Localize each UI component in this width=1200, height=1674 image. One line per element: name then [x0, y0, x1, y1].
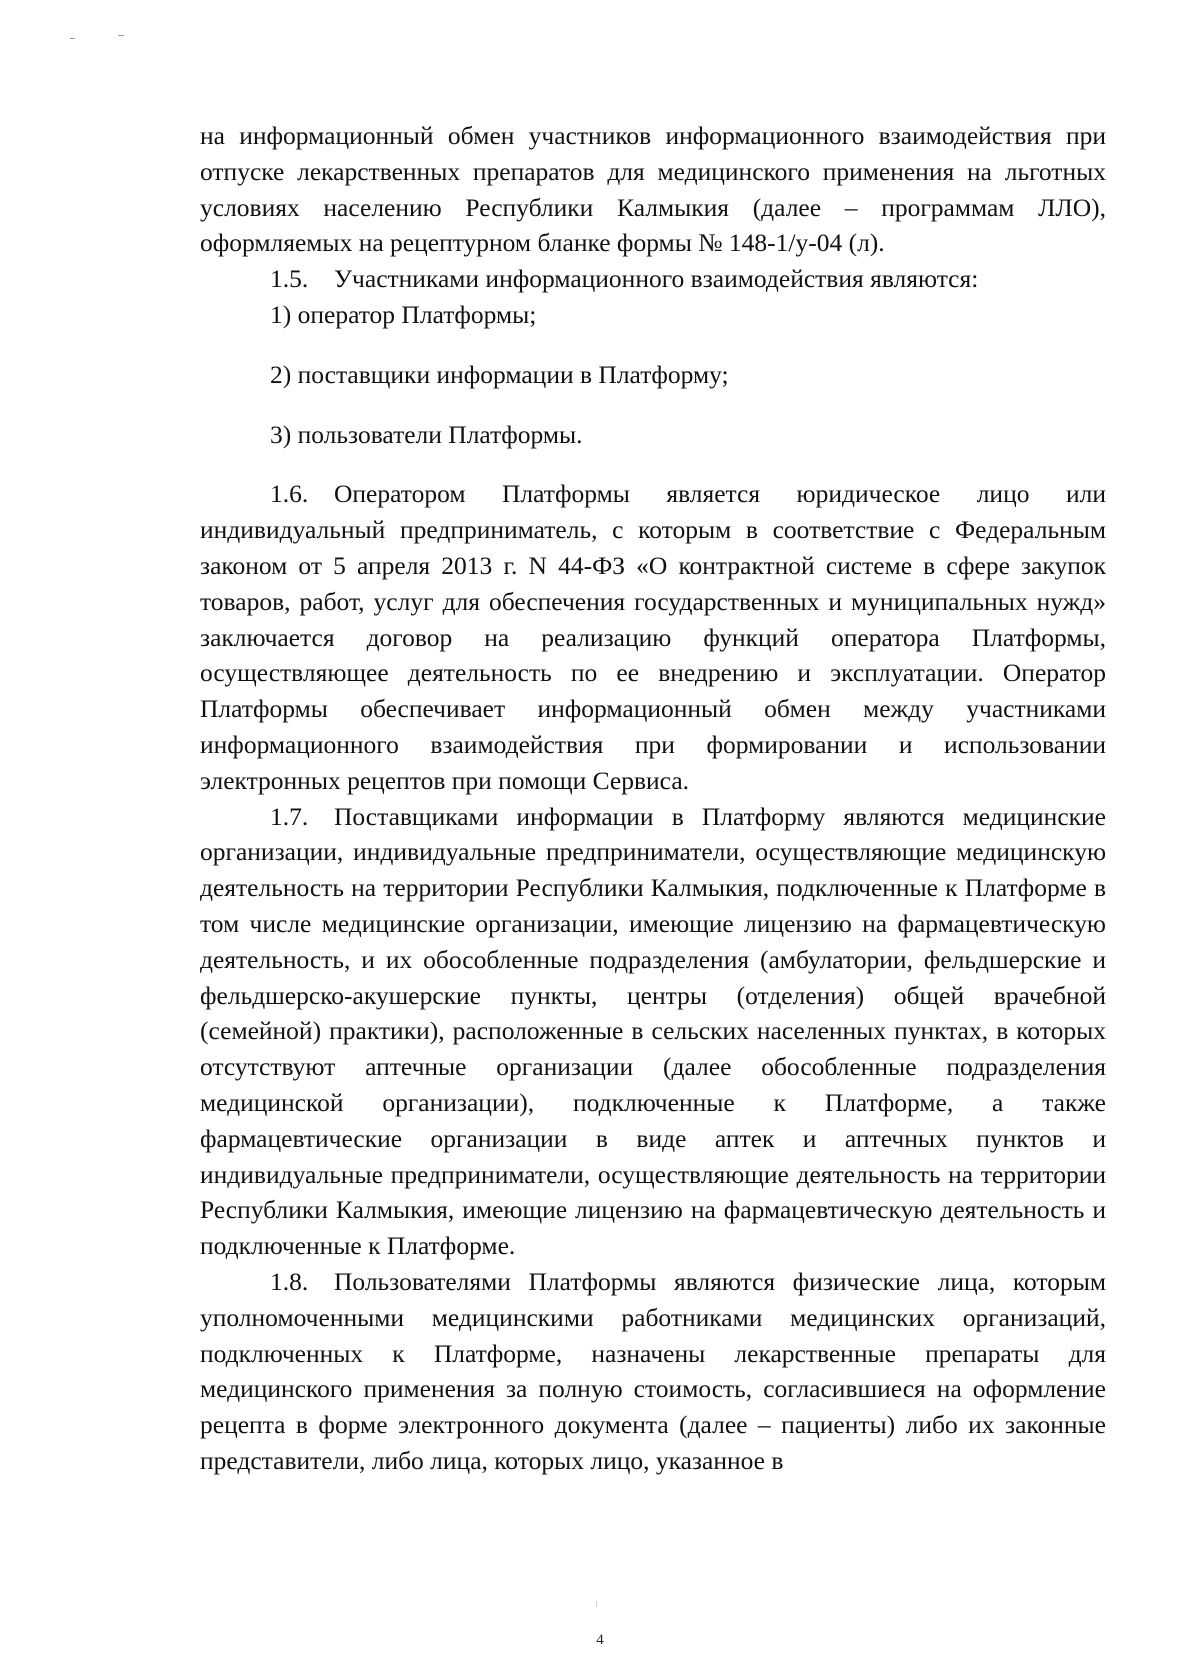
paragraph-number: 1.7. [270, 801, 309, 831]
paragraph-1-8 [200, 1264, 1106, 1479]
page-number: 4 [596, 1632, 604, 1648]
document-body [200, 118, 1106, 1479]
paragraph-number: 1.8. [270, 1266, 309, 1296]
paragraph-text: Участниками информационного взаимодействия являются: [334, 264, 979, 294]
paragraph-number: 1.6. [270, 479, 309, 509]
paragraph-intro: на информационный обмен участников информационного взаимодействия при отпуске лекарственных препаратов для медицинского применения на льготных условиях населению Республики Калмыкия (далее – программам ЛЛО), оформляемых на рецептурном бланке формы № 148-1/у-04 (л). [200, 121, 1106, 258]
paragraph-1-7 [200, 799, 1106, 1264]
paragraph-1-6 [200, 476, 1106, 798]
paragraph-text: Поставщиками информации в Платформу являются медицинские организации, индивидуальные предприниматели, осуществляющие медицинскую деятельность на территории Республики Калмыкия, подключенные к Платформе в том числе медицинские организации, имеющие лицензию на фармацевтическую деятельность, и их обособленные подразделения (амбулатории, фельдшерские и фельдшерско-акушерские пункты, центры (отделения) общей врачебной (семейной) практики), расположенные в сельских населенных пунктах, в которых отсутствуют аптечные организации (далее обособленные подразделения медицинской организации), подключенные к Платформе, а также фармацевтические организации в виде аптек и аптечных пунктов и индивидуальные предприниматели, осуществляющие деятельность на территории Республики Калмыкия, имеющие лицензию на фармацевтическую деятельность и подключенные к Платформе. [200, 801, 1106, 1261]
paragraph-number: 1.5. [270, 264, 309, 294]
paragraph-1-5 [200, 261, 1106, 297]
list-item: 2) поставщики информации в Платформу; [270, 359, 729, 389]
scan-artifact-dot [596, 1601, 597, 1607]
list-item: 3) пользователи Платформы. [270, 419, 583, 449]
paragraph-text: Пользователями Платформы являются физические лица, которым уполномоченными медицинскими работниками медицинских организаций, подключенных к Платформе, назначены лекарственные препараты для медицинского применения за полную стоимость, согласившиеся на оформление рецепта в форме электронного документа (далее – пациенты) либо их законные представители, либо лица, которых лицо, указанное в [200, 1266, 1106, 1475]
list-item: 1) оператор Платформы; [270, 299, 537, 329]
scan-artifact-marks [70, 38, 140, 48]
paragraph-text: Оператором Платформы является юридическое лицо или индивидуальный предприниматель, с которым в соответствие с Федеральным законом от 5 апреля 2013 г. N 44-ФЗ «О контрактной системе в сфере закупок товаров, работ, услуг для обеспечения государственных и муниципальных нужд» заключается договор на реализацию функций оператора Платформы, осуществляющее деятельность по ее внедрению и эксплуатации. Оператор Платформы обеспечивает информационный обмен между участниками информационного взаимодействия при формировании и использовании электронных рецептов при помощи Сервиса. [200, 479, 1106, 795]
